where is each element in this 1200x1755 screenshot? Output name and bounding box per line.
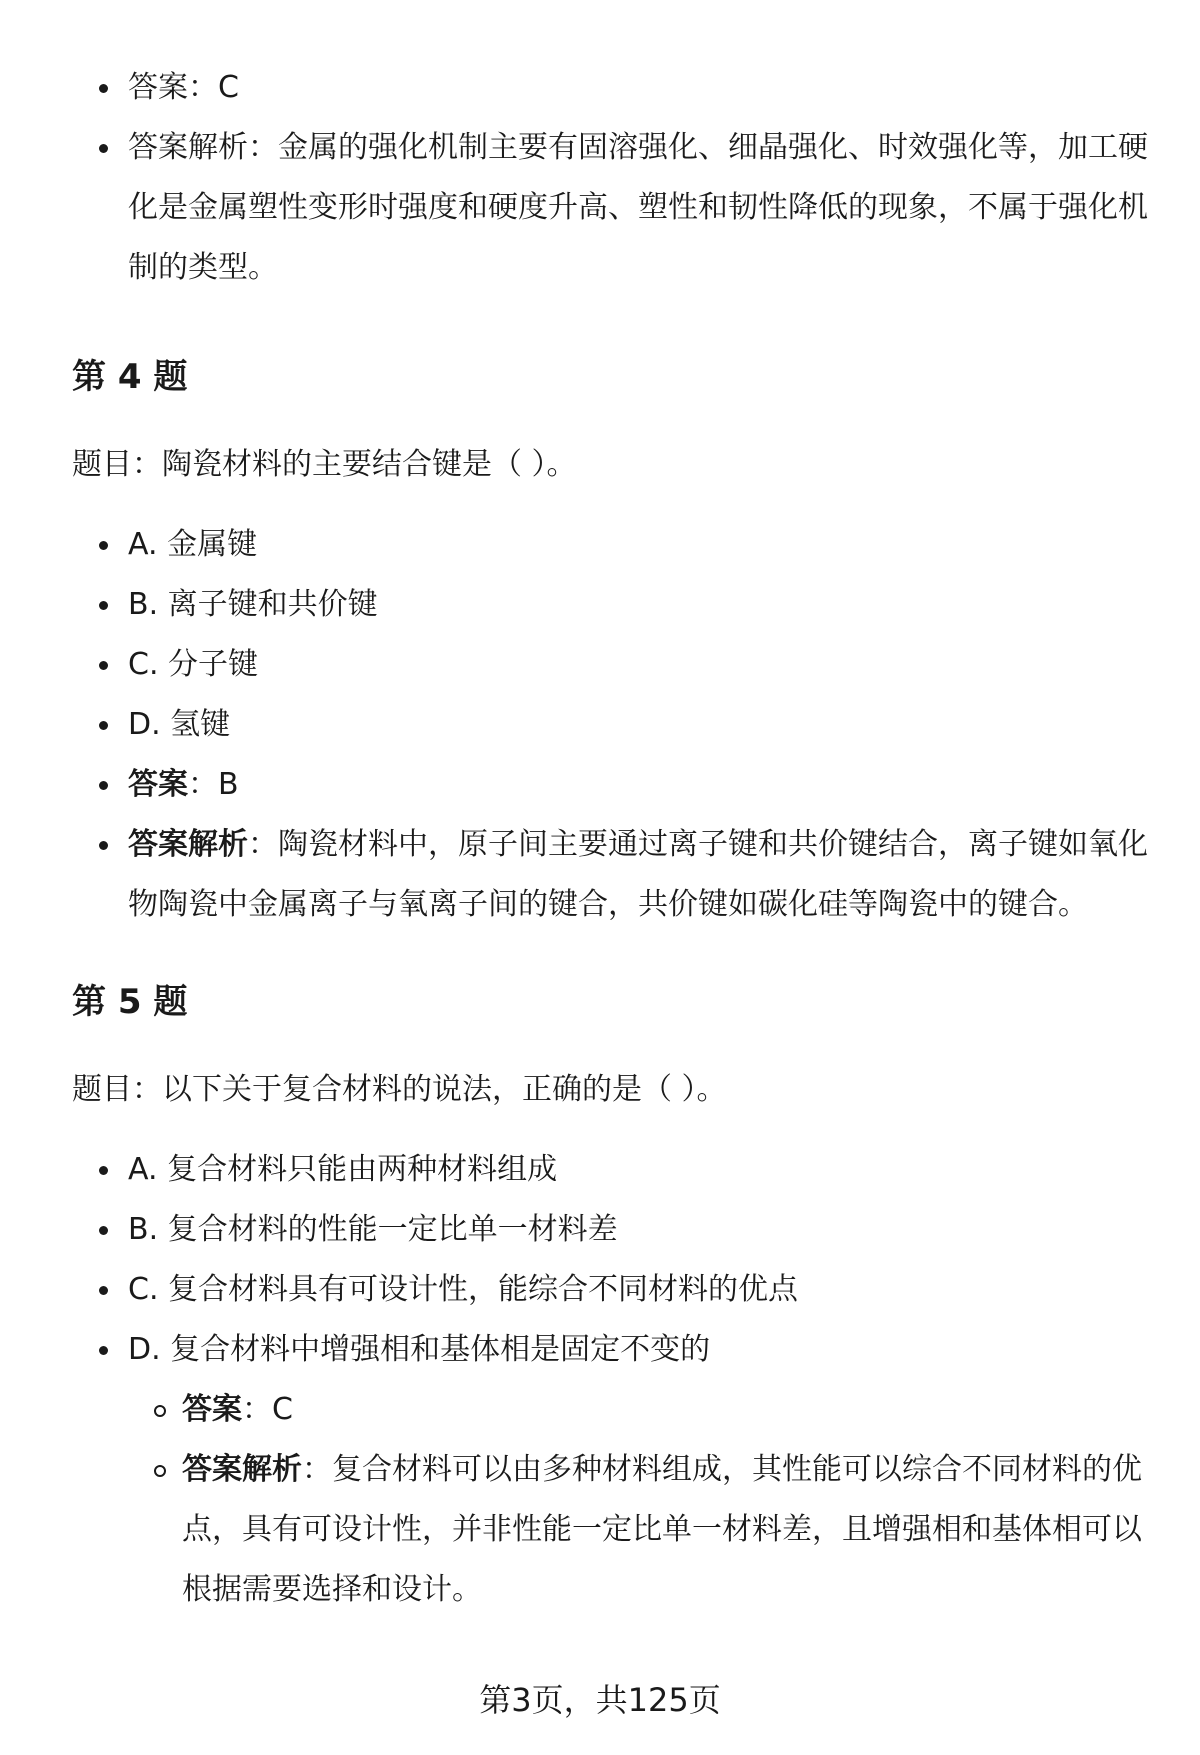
q4-option-a: A. 金属键: [72, 515, 1148, 575]
q5-option-d-text: D. 复合材料中增强相和基体相是固定不变的: [128, 1332, 711, 1367]
q4-explanation-label: 答案解析: [128, 827, 248, 862]
q4-explanation: 答案解析：陶瓷材料中，原子间主要通过离子键和共价键结合，离子键如氧化物陶瓷中金属离子与氧离子间的键合，共价键如碳化硅等陶瓷中的键合。: [72, 815, 1148, 935]
q4-answer-value: B: [218, 767, 239, 802]
q4-answer: 答案：B: [72, 755, 1148, 815]
q4-list: [72, 515, 1148, 935]
q4-option-c: C. 分子键: [72, 635, 1148, 695]
q4-explanation-text: 陶瓷材料中，原子间主要通过离子键和共价键结合，离子键如氧化物陶瓷中金属离子与氧离子间的键合，共价键如碳化硅等陶瓷中的键合。: [128, 827, 1148, 922]
q5-option-c: C. 复合材料具有可设计性，能综合不同材料的优点: [72, 1260, 1148, 1320]
q5-heading: 第 5 题: [72, 982, 188, 1022]
document-page: [72, 0, 1148, 1620]
q5-option-b: B. 复合材料的性能一定比单一材料差: [72, 1200, 1148, 1260]
q4-answer-label: 答案: [128, 767, 188, 802]
q4-option-d: D. 氢键: [72, 695, 1148, 755]
q5-explanation-text: 复合材料可以由多种材料组成，其性能可以综合不同材料的优点，具有可设计性，并非性能一定比单一材料差，且增强相和基体相可以根据需要选择和设计。: [182, 1452, 1142, 1607]
q5-answer-value: C: [272, 1392, 293, 1427]
q5-explanation: 答案解析：复合材料可以由多种材料组成，其性能可以综合不同材料的优点，具有可设计性，并非性能一定比单一材料差，且增强相和基体相可以根据需要选择和设计。: [72, 1440, 1148, 1620]
q4-option-b: B. 离子键和共价键: [72, 575, 1148, 635]
q3-answer: 答案：C: [72, 58, 1148, 118]
q5-answer-sublist: [72, 1380, 1148, 1620]
q3-tail-list: [72, 58, 1148, 298]
q5-explanation-label: 答案解析: [182, 1452, 302, 1487]
q3-explanation: 答案解析：金属的强化机制主要有固溶强化、细晶强化、时效强化等，加工硬化是金属塑性变形时强度和硬度升高、塑性和韧性降低的现象，不属于强化机制的类型。: [72, 118, 1148, 298]
q3-answer-value: C: [218, 70, 239, 105]
q5-list: [72, 1140, 1148, 1380]
q5-answer: 答案：C: [72, 1380, 1148, 1440]
page-number-footer: 第3页，共125页: [479, 1681, 721, 1719]
q5-answer-label: 答案: [182, 1392, 242, 1427]
q4-stem: 题目：陶瓷材料的主要结合键是（ ）。: [72, 447, 577, 482]
q5-option-a: A. 复合材料只能由两种材料组成: [72, 1140, 1148, 1200]
q5-option-d: [72, 1320, 1148, 1380]
q5-stem: 题目：以下关于复合材料的说法，正确的是（ ）。: [72, 1072, 727, 1107]
q4-heading: 第 4 题: [72, 357, 188, 397]
q3-explanation-label: 答案解析: [128, 130, 248, 165]
q3-explanation-text: 金属的强化机制主要有固溶强化、细晶强化、时效强化等，加工硬化是金属塑性变形时强度和硬度升高、塑性和韧性降低的现象，不属于强化机制的类型。: [128, 130, 1148, 285]
q3-answer-label: 答案: [128, 70, 188, 105]
